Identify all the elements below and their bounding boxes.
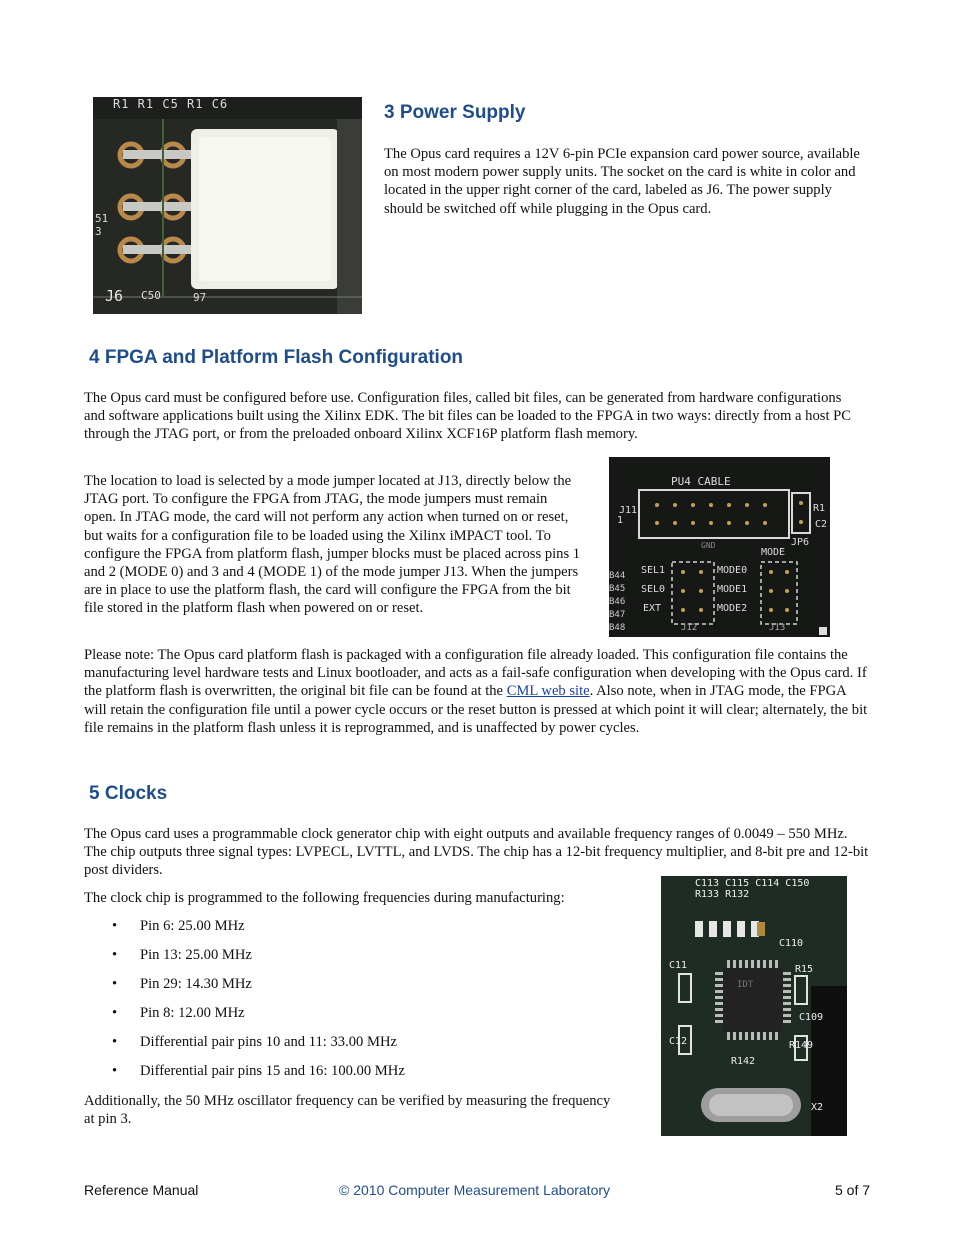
photo-label-b48: B48	[609, 623, 626, 633]
photo-label-x2: X2	[811, 1102, 824, 1113]
bullet-glyph: •	[112, 1063, 118, 1079]
photo-label-idt: IDT	[737, 980, 754, 990]
list-item-text: Pin 6: 25.00 MHz	[140, 918, 245, 934]
list-item-text: Pin 8: 12.00 MHz	[140, 1005, 245, 1021]
photo-label-j11: J11	[619, 505, 638, 516]
cml-web-site-link[interactable]: CML web site	[506, 683, 590, 700]
photo-label-b47: B47	[609, 610, 626, 620]
clocks-paragraph-2: The clock chip is programmed to the following frequencies during manufacturing:	[84, 890, 565, 906]
bullet-glyph: •	[112, 918, 118, 934]
bullet-glyph: •	[112, 976, 118, 992]
fpga-config-paragraph-2: The location to load is selected by a mode jumper located at J13, directly below the JTAG port. To configure the FPGA from JTAG, the mode jumpers must remain open. In JTAG mode, the card will not perform any action when turned on or reset, but waits for a configuration file to be loaded using the Xilinx iMPACT tool. To configure the FPGA from platform flash, jumper blocks must be placed across pins 1 and 2 (MODE 0) and 3 and 4 (MODE 1) of the mode jumper J13. When the jumpers are in place to use the platform flash, the card will configure the FPGA from the bit file stored in the platform flash when powered on or reset.	[84, 473, 581, 617]
list-item	[84, 976, 644, 1005]
photo-label-b45: B45	[609, 584, 626, 594]
photo-label-j12: J12	[681, 623, 698, 633]
list-item-text: Differential pair pins 15 and 16: 100.00 MHz	[140, 1063, 405, 1079]
bullet-glyph: •	[112, 1034, 118, 1050]
photo-label-ext: EXT	[643, 603, 662, 614]
fpga-config-paragraph-1: The Opus card must be configured before use. Configuration files, called bit files, can be generated from hardware configurations and software applications built using the Xilinx EDK. The bit files can be loaded to the FPGA in two ways: directly from a host PC through the JTAG port, or from the preloaded onboard Xilinx XCF16P platform flash memory.	[84, 390, 851, 443]
photo-label-sel0: SEL0	[641, 584, 666, 595]
list-item-text: Differential pair pins 10 and 11: 33.00 MHz	[140, 1034, 397, 1050]
photo-label-c11: C11	[669, 960, 688, 971]
bullet-glyph: •	[112, 947, 118, 963]
photo-label-mode0: MODE0	[717, 565, 748, 576]
clocks-paragraph-1: The Opus card uses a programmable clock generator chip with eight outputs and available frequency ranges of 0.0049 – 550 MHz. The chip outputs three signal types: LVPECL, LVTTL, and LVDS. The chip has a 12-bit frequency multiplier, and 8-bit pre and 12-bit post dividers.	[84, 826, 869, 879]
list-item	[84, 1005, 644, 1034]
photo-label-gnd: GND	[701, 541, 716, 550]
clock-chip-photo	[661, 876, 847, 1136]
photo-label-r1: R1	[813, 503, 826, 514]
photo-silkscreen-c50: C50	[141, 289, 161, 302]
photo-silkscreen-top: R1 R1 C5 R1 C6	[113, 97, 229, 111]
footer-left: Reference Manual	[84, 1182, 199, 1198]
photo-label-r142: R142	[731, 1056, 756, 1067]
photo-silkscreen-side: 51 3	[95, 212, 109, 238]
power-connector-photo	[93, 97, 362, 314]
photo-label-pin1: 1	[617, 515, 624, 526]
clock-chip-illustration	[661, 876, 847, 1136]
section-heading-fpga-config: 4 FPGA and Platform Flash Configuration	[89, 347, 464, 368]
power-connector-illustration	[93, 97, 362, 314]
note-text-before-link: Please note: The Opus card platform flash is packaged with a configuration file already loaded. This configuration file contains the manufacturing level hardware tests and Linux bootloader, and acts as a fail-safe configuration when developing with the Opus card. If the platform flash is overwritten, the original bit file can be found at the	[84, 647, 867, 700]
fpga-config-paragraph-3	[84, 646, 868, 737]
footer-page-number: 5 of 7	[835, 1182, 871, 1198]
photo-label-mode2: MODE2	[717, 603, 748, 614]
photo-label-jp6: JP6	[791, 537, 810, 548]
section-heading-power-supply: 3 Power Supply	[384, 102, 526, 123]
photo-label-b44: B44	[609, 571, 626, 581]
photo-label-c2: C2	[815, 519, 828, 530]
photo-label-cable: PU4 CABLE	[671, 475, 731, 488]
section-heading-clocks: 5 Clocks	[89, 783, 168, 804]
photo-label-c12: C12	[669, 1036, 688, 1047]
photo-label-mode: MODE	[761, 547, 786, 558]
clocks-paragraph-3: Additionally, the 50 MHz oscillator frequency can be verified by measuring the frequency at pin 3.	[84, 1093, 611, 1128]
jtag-jumper-photo	[609, 457, 830, 637]
photo-label-j13: J13	[769, 623, 786, 633]
photo-silkscreen-97: 97	[193, 291, 207, 304]
list-item-text: Pin 13: 25.00 MHz	[140, 947, 252, 963]
list-item-text: Pin 29: 14.30 MHz	[140, 976, 252, 992]
photo-label-b46: B46	[609, 597, 626, 607]
bullet-glyph: •	[112, 1005, 118, 1021]
list-item	[84, 1063, 644, 1092]
photo-label-r149: R149	[789, 1040, 814, 1051]
clock-frequency-list	[84, 918, 644, 1092]
photo-label-mode1: MODE1	[717, 584, 748, 595]
list-item	[84, 947, 644, 976]
list-item	[84, 1034, 644, 1063]
footer-center: © 2010 Computer Measurement Laboratory	[339, 1182, 611, 1198]
photo-label-top-refs: C113 C115 C114 C150 R133 R132	[695, 878, 810, 900]
power-supply-paragraph: The Opus card requires a 12V 6-pin PCIe expansion card power source, available on most modern power supply units. The socket on the card is white in color and located in the upper right corner of the card, labeled as J6. The power supply should be switched off while plugging in the Opus card.	[384, 146, 860, 217]
photo-silkscreen-j6: J6	[105, 287, 124, 305]
photo-label-c110: C110	[779, 938, 804, 949]
photo-label-sel1: SEL1	[641, 565, 666, 576]
photo-label-r15: R15	[795, 964, 814, 975]
list-item	[84, 918, 644, 947]
note-text-after-link: . Also note, when in JTAG mode, the FPGA will retain the configuration file until a power cycle occurs or the reset button is pressed at which point it will clear; alternately, the bit file remains in the platform flash unless it is reprogrammed, and is unaffected by power cycles.	[84, 683, 868, 736]
photo-label-c109: C109	[799, 1012, 824, 1023]
